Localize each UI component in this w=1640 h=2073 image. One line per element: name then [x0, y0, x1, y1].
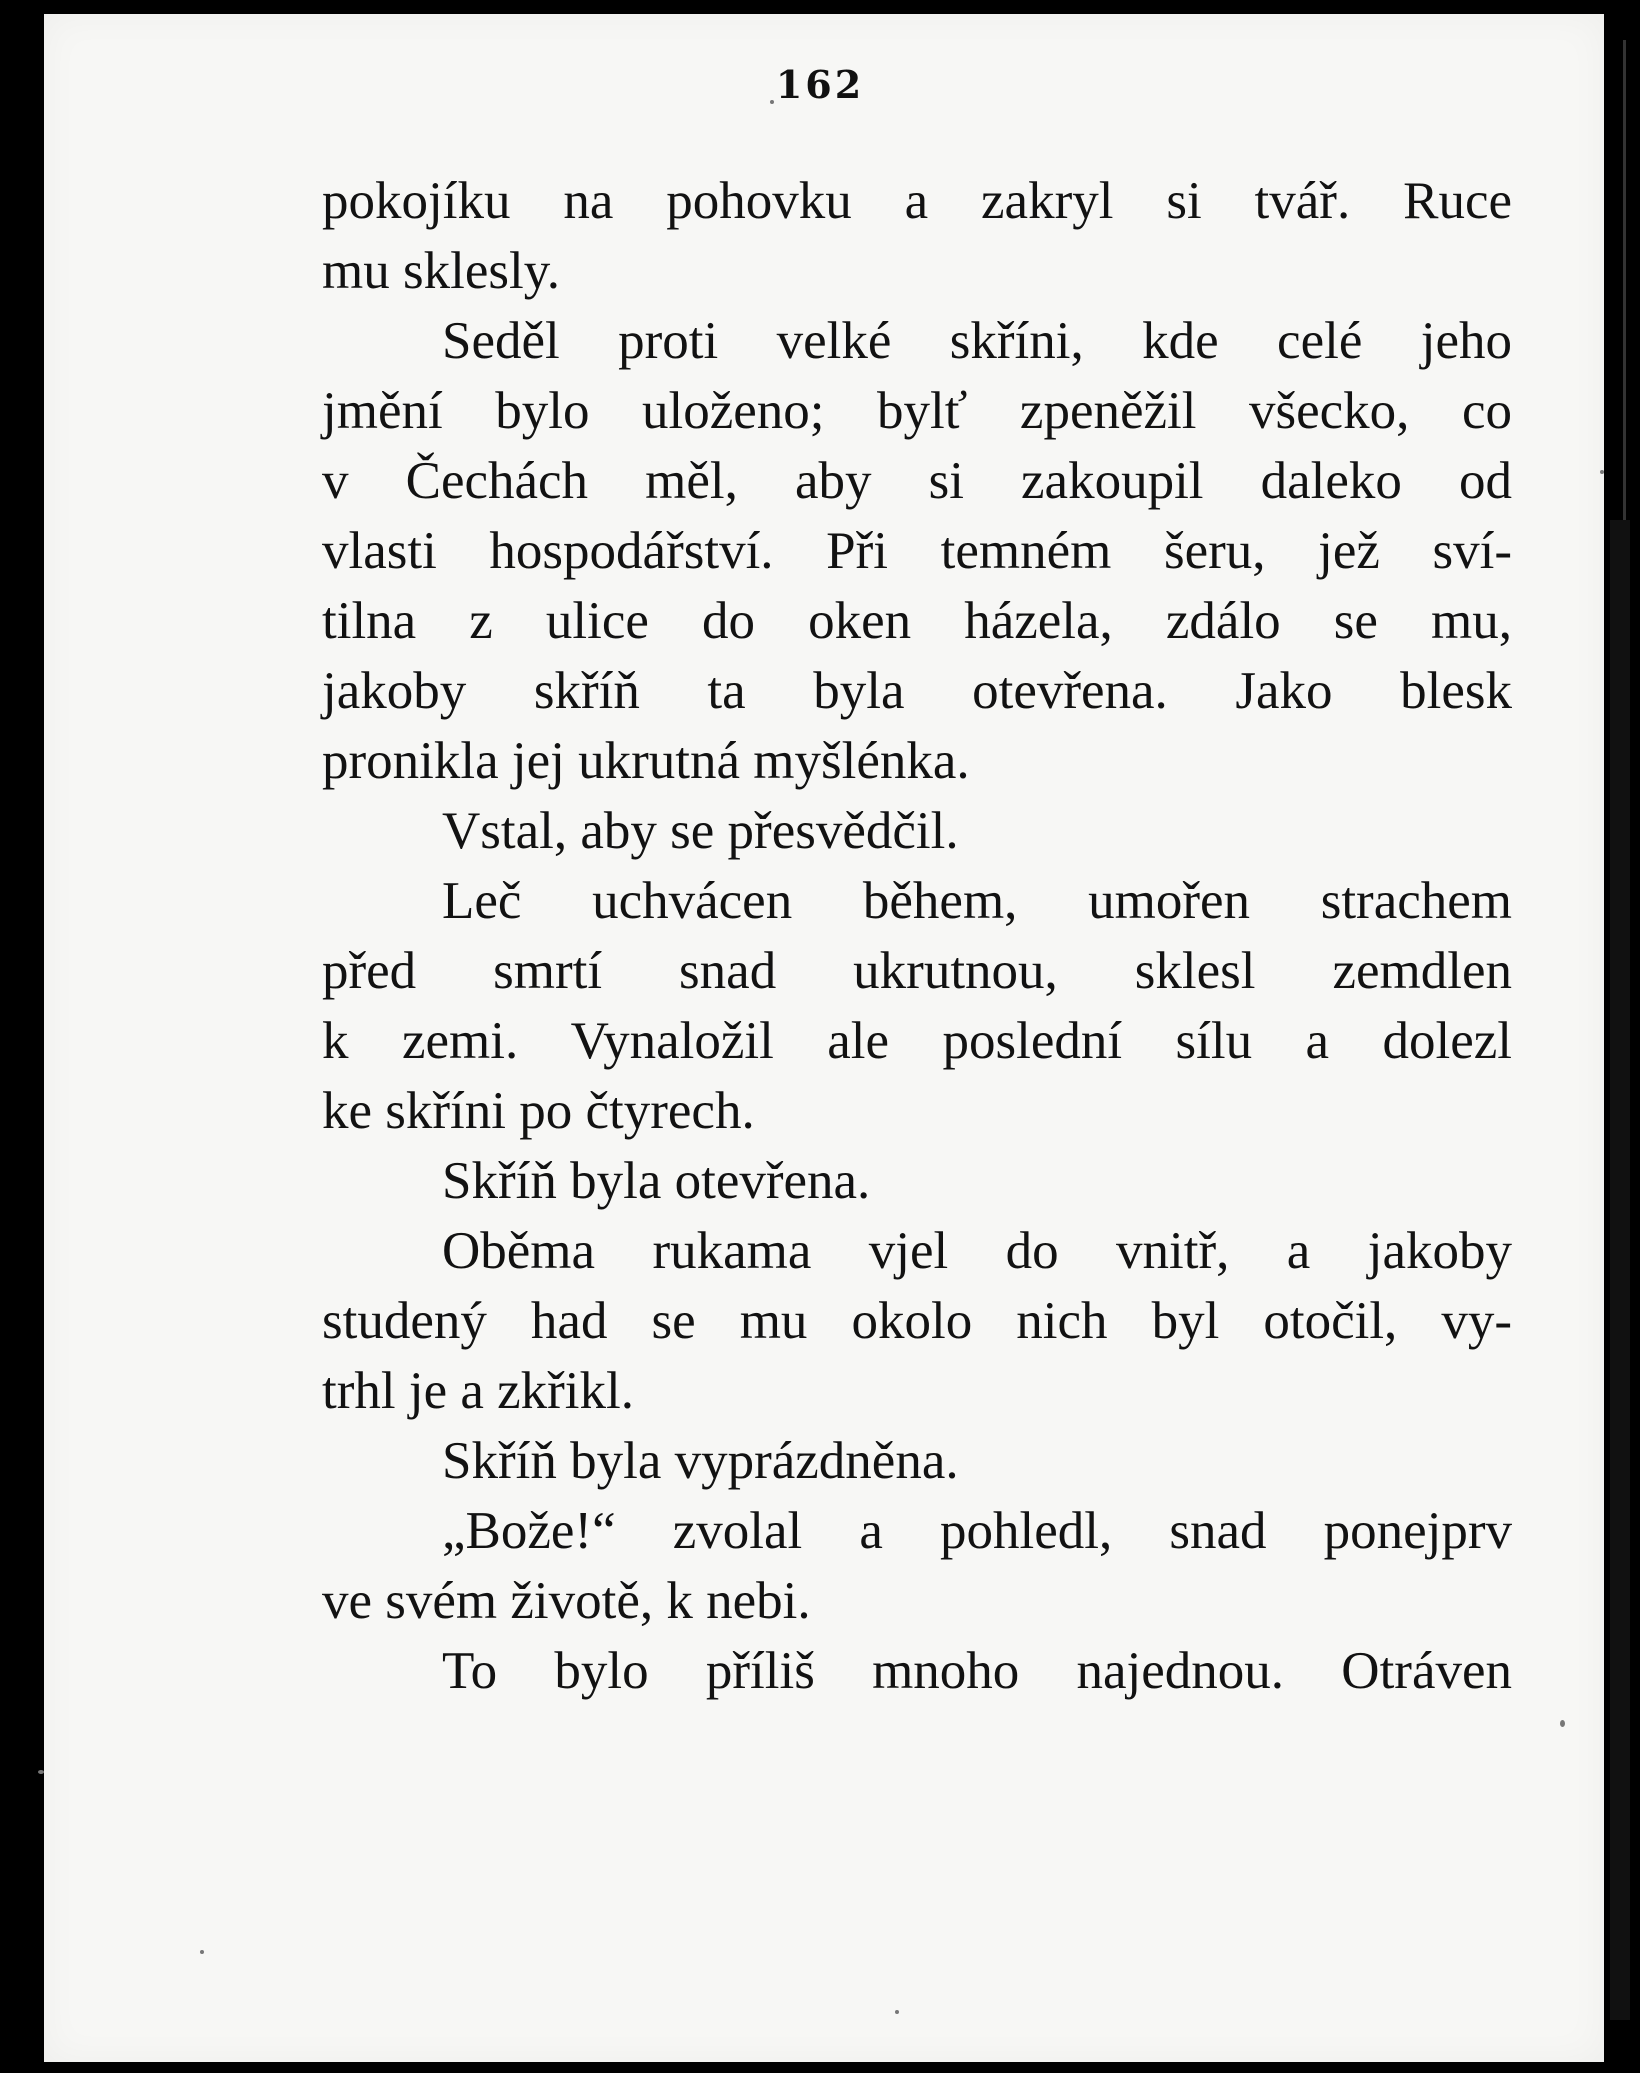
text-line: vlasti hospodářství. Při temném šeru, jež sví-	[322, 522, 1512, 580]
text-line: v Čechách měl, aby si zakoupil daleko od	[322, 452, 1512, 510]
scan-speck	[895, 2010, 899, 2014]
text-line: Skříň byla vyprázdněna.	[442, 1432, 959, 1490]
text-line: studený had se mu okolo nich byl otočil, vy-	[322, 1292, 1512, 1350]
text-line: Vstal, aby se přesvědčil.	[442, 802, 959, 860]
page-number: 162	[775, 62, 865, 107]
text-line: před smrtí snad ukrutnou, sklesl zemdlen	[322, 942, 1512, 1000]
page-edge-shadow	[1610, 520, 1630, 2020]
text-line: ve svém životě, k nebi.	[322, 1572, 811, 1630]
text-line: ke skříni po čtyrech.	[322, 1082, 755, 1140]
text-line: To bylo příliš mnoho najednou. Otráven	[442, 1642, 1512, 1700]
text-line: Leč uchvácen během, umořen strachem	[442, 872, 1512, 930]
scan-speck	[200, 1950, 204, 1954]
text-line: mu sklesly.	[322, 242, 561, 300]
text-line: Seděl proti velké skříni, kde celé jeho	[442, 312, 1512, 370]
scan-speck	[38, 1770, 44, 1774]
text-line: trhl je a zkřikl.	[322, 1362, 634, 1420]
text-line: k zemi. Vynaložil ale poslední sílu a dolezl	[322, 1012, 1512, 1070]
page-edge-shadow-top	[1623, 40, 1626, 520]
scan-speck	[1560, 1720, 1565, 1727]
text-line: Skříň byla otevřena.	[442, 1152, 871, 1210]
text-line: tilna z ulice do oken házela, zdálo se mu,	[322, 592, 1512, 650]
text-line: pronikla jej ukrutná myšlénka.	[322, 732, 970, 790]
scan-speck	[1600, 470, 1604, 474]
body-text	[322, 166, 1512, 1706]
text-line: „Bože!“ zvolal a pohledl, snad ponejprv	[442, 1502, 1512, 1560]
text-line: Oběma rukama vjel do vnitř, a jakoby	[442, 1222, 1512, 1280]
text-line: jmění bylo uloženo; bylť zpeněžil všecko, co	[322, 382, 1512, 440]
text-line: pokojíku na pohovku a zakryl si tvář. Ruce	[322, 172, 1512, 230]
text-line: jakoby skříň ta byla otevřena. Jako blesk	[322, 662, 1512, 720]
